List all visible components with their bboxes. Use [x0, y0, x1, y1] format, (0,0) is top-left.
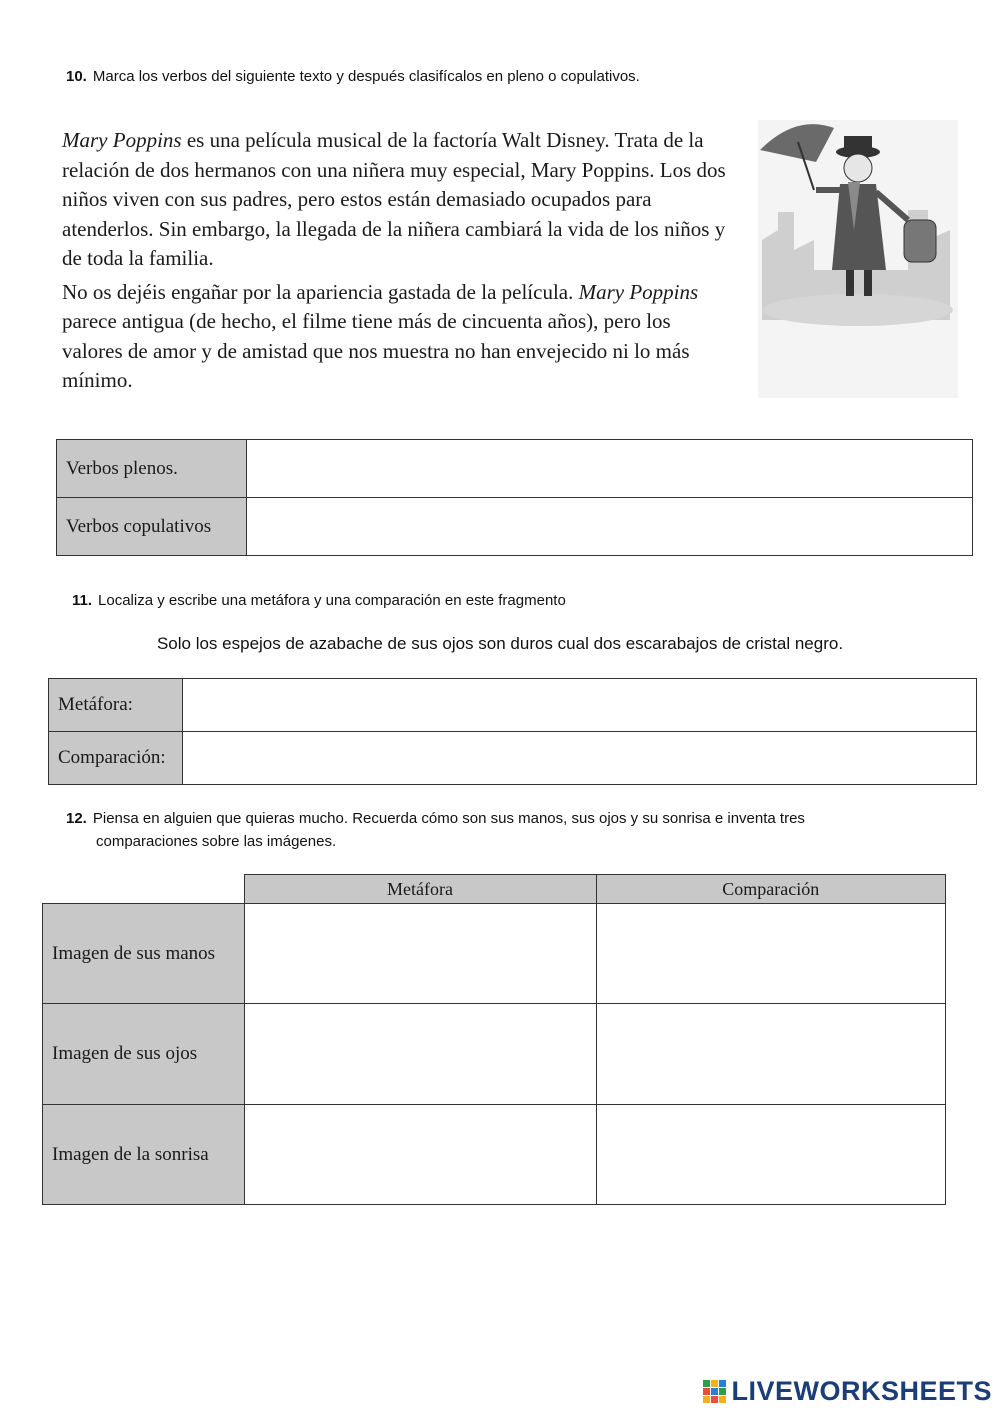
comparacion-label: Comparación:: [49, 732, 183, 785]
row-label-manos: Imagen de sus manos: [43, 904, 245, 1004]
comparacion-answer[interactable]: [183, 732, 977, 785]
q10-passage: [62, 126, 732, 400]
header-metafora: Metáfora: [244, 875, 596, 904]
verbos-copulativos-answer[interactable]: [247, 498, 973, 556]
sonrisa-comparacion-answer[interactable]: [596, 1105, 946, 1205]
manos-metafora-answer[interactable]: [244, 904, 596, 1004]
metafora-answer[interactable]: [183, 679, 977, 732]
ojos-metafora-answer[interactable]: [244, 1004, 596, 1105]
q11-table: [48, 678, 977, 785]
manos-comparacion-answer[interactable]: [596, 904, 946, 1004]
q11-number: 11.: [72, 592, 93, 609]
q10-number: 10.: [66, 68, 87, 85]
verbos-plenos-label: Verbos plenos.: [57, 440, 247, 498]
row-label-ojos: Imagen de sus ojos: [43, 1004, 245, 1105]
verbos-copulativos-label: Verbos copulativos: [57, 498, 247, 556]
mary-poppins-illustration: [758, 120, 958, 398]
q11-instruction: 11. Localiza y escribe una metáfora y una comparación en este fragmento: [72, 592, 566, 609]
verbos-plenos-answer[interactable]: [247, 440, 973, 498]
q12-table: [42, 874, 946, 1205]
corner-empty: [43, 875, 245, 904]
header-comparacion: Comparación: [596, 875, 946, 904]
ojos-comparacion-answer[interactable]: [596, 1004, 946, 1105]
q12-instruction: 12. Piensa en alguien que quieras mucho. Recuerda cómo son sus manos, sus ojos y su sonrisa e inventa tres comparaciones sobre las imágenes.: [66, 810, 805, 850]
row-label-sonrisa: Imagen de la sonrisa: [43, 1105, 245, 1205]
q10-table: [56, 439, 973, 556]
q10-instruction: 10. Marca los verbos del siguiente texto y después clasifícalos en pleno o copulativos.: [66, 68, 640, 85]
metafora-label: Metáfora:: [49, 679, 183, 732]
liveworksheets-logo: LIVEWORKSHEETS: [703, 1376, 992, 1407]
liveworksheets-icon: [703, 1380, 727, 1404]
q11-fragment: Solo los espejos de azabache de sus ojos son duros cual dos escarabajos de cristal negro.: [156, 634, 844, 653]
passage-paragraph-2: No os dejéis engañar por la apariencia gastada de la película. Mary Poppins parece antigua (de hecho, el filme tiene más de cincuenta años), pero los valores de amor y de amistad que nos muestra no han envejecido ni lo más mínimo.: [62, 279, 699, 392]
q12-number: 12.: [66, 810, 87, 827]
passage-paragraph-1: Mary Poppins es una película musical de la factoría Walt Disney. Trata de la relación de dos hermanos con una niñera muy especial, Mary Poppins. Los dos niños viven con sus padres, pero estos están demasiado ocupados para atenderlos. Sin embargo, la llegada de la niñera cambiará la vida de los niños y de toda la familia.: [62, 128, 726, 270]
sonrisa-metafora-answer[interactable]: [244, 1105, 596, 1205]
